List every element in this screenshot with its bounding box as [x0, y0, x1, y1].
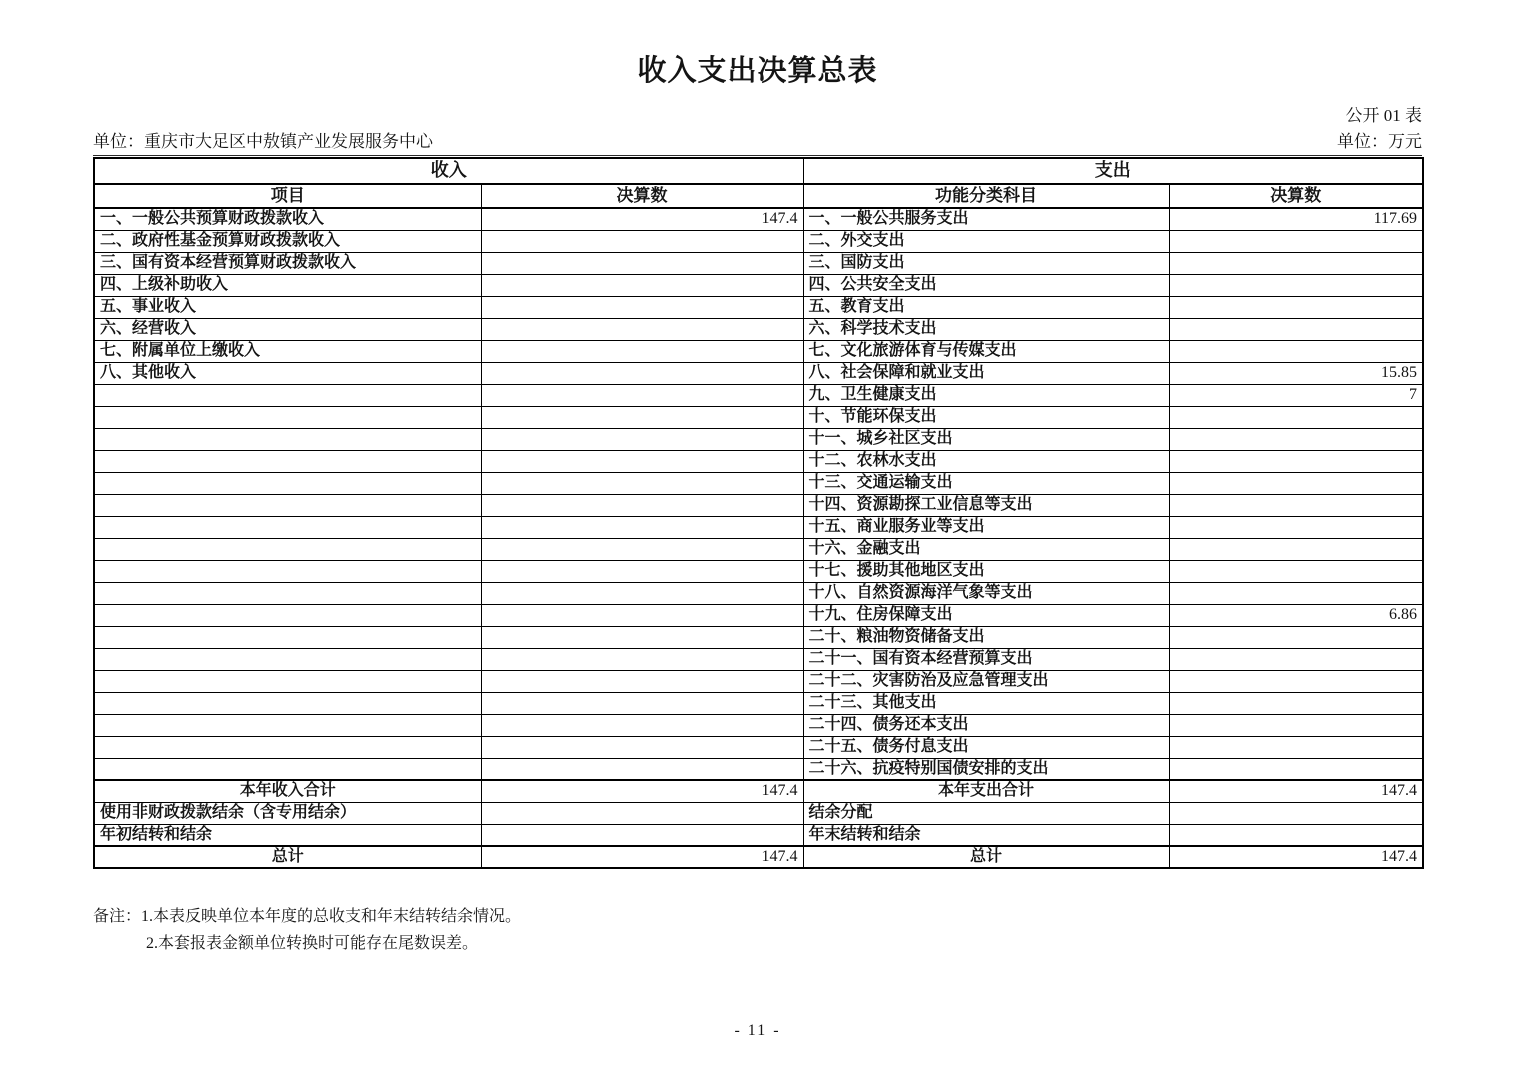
expense-item-cell: 六、科学技术支出	[803, 318, 1169, 340]
expense-amount-cell	[1169, 472, 1423, 494]
income-amount-cell: 147.4	[481, 208, 803, 230]
expense-amount-cell	[1169, 560, 1423, 582]
income-amount-cell	[481, 626, 803, 648]
expense-item-cell: 年末结转和结余	[803, 824, 1169, 846]
expense-item-cell: 二十五、债务付息支出	[803, 736, 1169, 758]
income-item-cell	[94, 538, 481, 560]
income-item-cell	[94, 758, 481, 780]
income-amount-cell	[481, 560, 803, 582]
income-item-cell	[94, 560, 481, 582]
page-number: - 11 -	[734, 1022, 781, 1039]
expense-amount-cell	[1169, 252, 1423, 274]
expense-amount-cell	[1169, 736, 1423, 758]
expense-amount-cell	[1169, 296, 1423, 318]
income-item-cell: 三、国有资本经营预算财政拨款收入	[94, 252, 481, 274]
income-item-cell	[94, 406, 481, 428]
income-amount-cell	[481, 758, 803, 780]
table-row	[94, 604, 1423, 626]
expense-amount-cell	[1169, 406, 1423, 428]
table-row	[94, 582, 1423, 604]
income-amount-cell	[481, 582, 803, 604]
expense-item-cell: 三、国防支出	[803, 252, 1169, 274]
expense-item-cell: 二十、粮油物资储备支出	[803, 626, 1169, 648]
expense-item-cell: 九、卫生健康支出	[803, 384, 1169, 406]
income-amount-cell	[481, 340, 803, 362]
income-item-cell	[94, 714, 481, 736]
income-amount-cell	[481, 670, 803, 692]
note-text: 2.本套报表金额单位转换时可能存在尾数误差。	[146, 935, 479, 952]
expense-item-cell: 十五、商业服务业等支出	[803, 516, 1169, 538]
income-item-cell	[94, 384, 481, 406]
column-header-expense-amount: 决算数	[1169, 184, 1423, 208]
table-code: 公开 01 表	[1345, 106, 1422, 125]
table-row	[94, 626, 1423, 648]
income-item-cell: 六、经营收入	[94, 318, 481, 340]
table-row	[94, 230, 1423, 252]
section-header-row	[94, 158, 1423, 184]
note-line	[93, 930, 1422, 957]
income-item-cell: 五、事业收入	[94, 296, 481, 318]
expense-item-cell: 十四、资源勘探工业信息等支出	[803, 494, 1169, 516]
expense-amount-cell: 147.4	[1169, 846, 1423, 868]
table-row	[94, 802, 1423, 824]
income-item-cell: 八、其他收入	[94, 362, 481, 384]
expense-amount-cell	[1169, 802, 1423, 824]
note-text: 1.本表反映单位本年度的总收支和年末结转结余情况。	[141, 908, 522, 925]
total-row	[94, 846, 1423, 868]
expense-amount-cell	[1169, 758, 1423, 780]
table-row	[94, 384, 1423, 406]
income-amount-cell	[481, 494, 803, 516]
expense-amount-cell: 117.69	[1169, 208, 1423, 230]
income-item-cell: 使用非财政拨款结余（含专用结余）	[94, 802, 481, 824]
income-item-cell	[94, 648, 481, 670]
income-amount-cell	[481, 648, 803, 670]
table-row	[94, 472, 1423, 494]
unit-label: 单位：万元	[1337, 132, 1422, 151]
income-amount-cell	[481, 274, 803, 296]
income-item-cell: 总计	[94, 846, 481, 868]
expense-item-cell: 结余分配	[803, 802, 1169, 824]
expense-amount-cell	[1169, 648, 1423, 670]
income-amount-cell	[481, 384, 803, 406]
expense-item-cell: 十一、城乡社区支出	[803, 428, 1169, 450]
expense-amount-cell	[1169, 318, 1423, 340]
expense-amount-cell	[1169, 230, 1423, 252]
expense-amount-cell: 7	[1169, 384, 1423, 406]
table-row	[94, 340, 1423, 362]
expense-item-cell: 八、社会保障和就业支出	[803, 362, 1169, 384]
note-line	[93, 903, 1422, 930]
column-header-expense-function: 功能分类科目	[803, 184, 1169, 208]
expense-item-cell: 二十六、抗疫特别国债安排的支出	[803, 758, 1169, 780]
income-amount-cell	[481, 472, 803, 494]
budget-summary-table	[93, 157, 1424, 869]
income-amount-cell	[481, 736, 803, 758]
table-row	[94, 494, 1423, 516]
income-item-cell	[94, 472, 481, 494]
expense-item-cell: 二十三、其他支出	[803, 692, 1169, 714]
expense-item-cell: 十八、自然资源海洋气象等支出	[803, 582, 1169, 604]
income-item-cell	[94, 516, 481, 538]
income-item-cell: 七、附属单位上缴收入	[94, 340, 481, 362]
income-item-cell	[94, 604, 481, 626]
table-row	[94, 648, 1423, 670]
income-item-cell	[94, 428, 481, 450]
expense-item-cell: 十九、住房保障支出	[803, 604, 1169, 626]
income-amount-cell	[481, 252, 803, 274]
income-amount-cell	[481, 714, 803, 736]
income-item-cell: 一、一般公共预算财政拨款收入	[94, 208, 481, 230]
notes-block	[93, 903, 1422, 957]
expense-item-cell: 五、教育支出	[803, 296, 1169, 318]
income-amount-cell	[481, 428, 803, 450]
table-row	[94, 538, 1423, 560]
expense-amount-cell	[1169, 494, 1423, 516]
table-row	[94, 274, 1423, 296]
column-header-income-item: 项目	[94, 184, 481, 208]
column-header-row	[94, 184, 1423, 208]
expense-item-cell: 本年支出合计	[803, 780, 1169, 802]
expense-amount-cell	[1169, 714, 1423, 736]
expense-item-cell: 一、一般公共服务支出	[803, 208, 1169, 230]
expense-amount-cell	[1169, 538, 1423, 560]
income-amount-cell	[481, 296, 803, 318]
expense-amount-cell	[1169, 824, 1423, 846]
expense-amount-cell	[1169, 340, 1423, 362]
income-item-cell	[94, 450, 481, 472]
table-row	[94, 736, 1423, 758]
table-row	[94, 362, 1423, 384]
expense-amount-cell	[1169, 670, 1423, 692]
org-name: 单位：重庆市大足区中敖镇产业发展服务中心	[93, 132, 433, 151]
income-item-cell	[94, 626, 481, 648]
income-amount-cell	[481, 692, 803, 714]
table-row	[94, 670, 1423, 692]
table-row	[94, 296, 1423, 318]
column-header-income-amount: 决算数	[481, 184, 803, 208]
table-row	[94, 714, 1423, 736]
expense-amount-cell: 147.4	[1169, 780, 1423, 802]
expense-amount-cell	[1169, 428, 1423, 450]
expense-item-cell: 二十四、债务还本支出	[803, 714, 1169, 736]
expense-amount-cell	[1169, 582, 1423, 604]
table-row	[94, 208, 1423, 230]
meta-line	[93, 127, 1422, 156]
expense-item-cell: 四、公共安全支出	[803, 274, 1169, 296]
table-row	[94, 406, 1423, 428]
table-row	[94, 758, 1423, 780]
income-amount-cell	[481, 802, 803, 824]
expense-item-cell: 二十一、国有资本经营预算支出	[803, 648, 1169, 670]
income-item-cell: 本年收入合计	[94, 780, 481, 802]
expense-item-cell: 七、文化旅游体育与传媒支出	[803, 340, 1169, 362]
expense-amount-cell	[1169, 274, 1423, 296]
total-row	[94, 780, 1423, 802]
table-row	[94, 428, 1423, 450]
expense-item-cell: 总计	[803, 846, 1169, 868]
expense-item-cell: 二、外交支出	[803, 230, 1169, 252]
income-amount-cell	[481, 538, 803, 560]
expense-item-cell: 十三、交通运输支出	[803, 472, 1169, 494]
income-amount-cell	[481, 362, 803, 384]
expense-section-header: 支出	[803, 158, 1423, 184]
income-section-header: 收入	[94, 158, 803, 184]
notes-label: 备注：	[93, 908, 142, 925]
income-item-cell	[94, 494, 481, 516]
income-amount-cell	[481, 450, 803, 472]
income-amount-cell	[481, 318, 803, 340]
income-amount-cell	[481, 406, 803, 428]
expense-item-cell: 十六、金融支出	[803, 538, 1169, 560]
expense-amount-cell	[1169, 516, 1423, 538]
table-row	[94, 516, 1423, 538]
expense-amount-cell	[1169, 450, 1423, 472]
table-row	[94, 824, 1423, 846]
table-row	[94, 450, 1423, 472]
expense-amount-cell: 6.86	[1169, 604, 1423, 626]
income-item-cell: 四、上级补助收入	[94, 274, 481, 296]
table-row	[94, 692, 1423, 714]
expense-item-cell: 十二、农林水支出	[803, 450, 1169, 472]
income-amount-cell	[481, 604, 803, 626]
expense-item-cell: 十七、援助其他地区支出	[803, 560, 1169, 582]
page-title: 收入支出决算总表	[637, 55, 878, 87]
income-amount-cell	[481, 516, 803, 538]
table-row	[94, 560, 1423, 582]
expense-amount-cell: 15.85	[1169, 362, 1423, 384]
income-item-cell	[94, 670, 481, 692]
income-amount-cell: 147.4	[481, 780, 803, 802]
income-item-cell	[94, 736, 481, 758]
expense-amount-cell	[1169, 692, 1423, 714]
income-amount-cell	[481, 824, 803, 846]
income-amount-cell: 147.4	[481, 846, 803, 868]
expense-item-cell: 二十二、灾害防治及应急管理支出	[803, 670, 1169, 692]
income-item-cell: 年初结转和结余	[94, 824, 481, 846]
expense-item-cell: 十、节能环保支出	[803, 406, 1169, 428]
income-item-cell	[94, 582, 481, 604]
expense-amount-cell	[1169, 626, 1423, 648]
table-row	[94, 318, 1423, 340]
income-item-cell	[94, 692, 481, 714]
income-amount-cell	[481, 230, 803, 252]
income-item-cell: 二、政府性基金预算财政拨款收入	[94, 230, 481, 252]
table-row	[94, 252, 1423, 274]
